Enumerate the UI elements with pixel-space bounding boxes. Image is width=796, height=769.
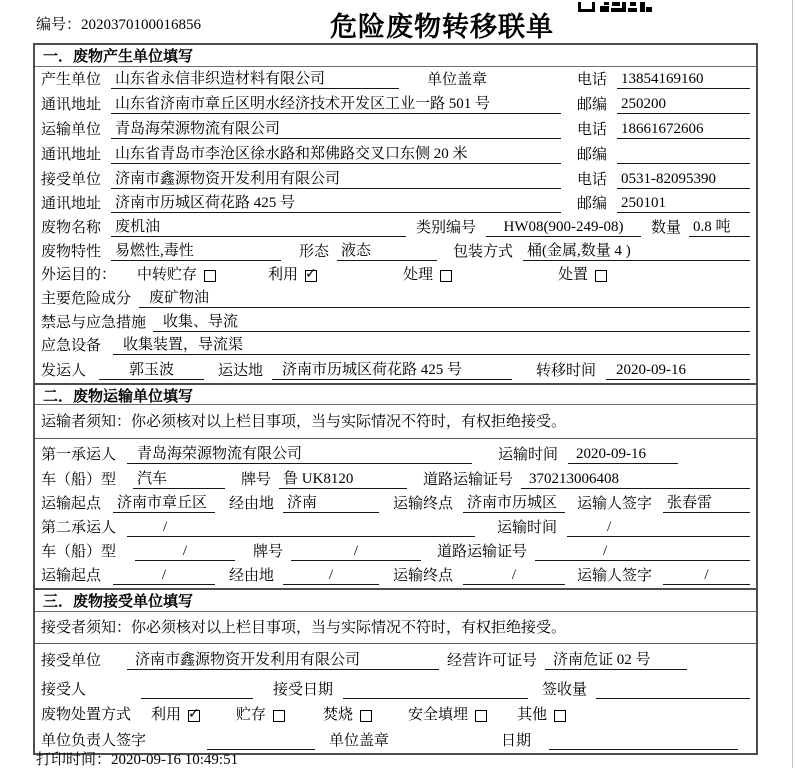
packaging-field: 桶(金属,数量 4 ) [523,242,750,261]
amount-field [596,698,750,699]
packaging-label: 包装方式 [453,244,514,260]
qr-code-fragment [578,0,652,17]
via1-field: 济南 [283,494,379,513]
producer-label: 产生单位 [41,72,102,88]
quantity-field: 0.8 吨 [689,218,750,237]
accept-unit-label: 接受单位 [41,653,102,669]
end1-label: 运输终点 [393,496,454,512]
disposal-option-utilize: 利用 ✓ [151,706,200,724]
purpose-option-utilize: 利用 ✓ [268,266,317,284]
receiver-zip-field: 250101 [617,194,750,213]
destination-label: 运达地 [218,363,264,379]
date-field [549,749,738,750]
plate1-field: 鲁 UK8120 [279,470,407,489]
plate1-label: 牌号 [241,472,272,488]
destination-field: 济南市历城区荷花路 425 号 [272,361,512,380]
producer-row [35,67,756,92]
disposal-incinerate-checkbox [360,710,372,722]
transporter-phone-field: 18661672606 [617,120,750,139]
amount-label: 签收量 [542,682,588,698]
unit-seal-label: 单位盖章 [427,72,488,88]
producer-address-field: 山东省济南市章丘区明水经济技术开发区工业一路 501 号 [111,95,561,114]
origin2-field: / [113,566,215,585]
producer-field: 山东省永信非织造材料有限公司 [111,70,399,89]
category-label: 类别编号 [416,220,477,236]
sign2-label: 运输人签字 [577,568,653,584]
via1-label: 经由地 [229,496,275,512]
via2-label: 经由地 [229,568,275,584]
serial-value: 2020370100016856 [81,17,202,33]
disposal-landfill-checkbox [475,710,487,722]
accept-date-label: 接受日期 [273,682,334,698]
end2-field: / [463,566,565,585]
sign2-field: / [663,566,750,585]
transporter-row [35,117,756,142]
producer-zip-field: 250200 [617,95,750,114]
shipper-row [35,358,756,383]
accept-unit-row [35,644,756,673]
hazard-label: 主要危险成分 [41,291,132,307]
disposal-option-landfill: 安全填埋 [408,706,487,724]
unit-seal2-label: 单位盖章 [329,733,390,749]
license1-label: 道路运输证号 [423,472,514,488]
document-page-edge [792,0,793,768]
dispose-checkbox [595,270,607,282]
plate2-label: 牌号 [253,544,284,560]
section3-header: 三．废物接受单位填写 [35,588,756,612]
producer-address-row [35,92,756,117]
equipment-row [35,335,756,358]
accept-date-field [343,698,528,699]
transfer-time-field: 2020-09-16 [606,361,750,380]
producer-address-label: 通讯地址 [41,97,102,113]
waste-name-field: 废机油 [111,218,406,237]
receiver-row [35,167,756,192]
waste-name-row [35,216,756,240]
disposal-store-checkbox [273,710,285,722]
section2-header: 二．废物运输单位填写 [35,383,756,405]
transport-time1-label: 运输时间 [498,447,559,463]
serial-label: 编号： [36,17,82,33]
precaution-label: 禁忌与应急措施 [41,315,147,331]
treat-checkbox [440,270,452,282]
route1-row [35,492,756,516]
serial-number [36,13,201,34]
transport-time1-field: 2020-09-16 [568,445,678,464]
carrier2-field: / [127,518,475,537]
route2-row [35,564,756,588]
section1-header: 一．废物产生单位填写 [35,45,756,67]
utilize-checkbox [305,270,317,282]
receiver-notice: 接受者须知：你必须核对以上栏目事项，当与实际情况不符时，有权拒绝接受。 [35,612,756,644]
transporter-address-field: 山东省青岛市李沧区徐水路和郑佛路交叉口东侧 20 米 [111,145,561,164]
transporter-zip-field [617,163,750,164]
characteristics-field: 易燃性,毒性 [111,242,281,261]
carrier2-label: 第二承运人 [41,520,117,536]
receiver-phone-field: 0531-82095390 [617,170,750,189]
disposal-label: 废物处置方式 [41,707,132,723]
vehicle1-row [35,467,756,492]
shipper-field: 郭玉波 [99,361,204,380]
vehicle2-field: / [135,542,235,561]
receiver-address-field: 济南市历城区荷花路 425 号 [111,194,561,213]
form-label: 形态 [299,244,330,260]
category-field: HW08(900-249-08) [486,218,641,237]
license1-field: 370213006408 [521,470,750,489]
origin1-label: 运输起点 [41,496,102,512]
transfer-storage-checkbox [204,270,216,282]
hazard-field: 废矿物油 [139,289,750,308]
producer-zip-label: 邮编 [577,97,608,113]
carrier2-row [35,516,756,540]
vehicle2-row [35,540,756,564]
equipment-label: 应急设备 [41,338,102,354]
equipment-field: 收集装置，导流渠 [113,336,750,355]
purpose-option-treat: 处理 [403,266,452,284]
receiver-phone-label: 电话 [577,172,608,188]
transporter-notice: 运输者须知：你必须核对以上栏目事项，当与实际情况不符时，有权拒绝接受。 [35,405,756,439]
disposal-utilize-checkbox [188,710,200,722]
receiver-address-label: 通讯地址 [41,196,102,212]
carrier1-field: 青岛海荣源物流有限公司 [127,445,472,464]
sign1-label: 运输人签字 [577,496,653,512]
page-title: 危险废物转移联单 [330,12,554,42]
permit-field: 济南危证 02 号 [545,651,687,670]
end1-field: 济南市历城区 [463,494,565,513]
carrier1-row [35,439,756,467]
transporter-address-label: 通讯地址 [41,147,102,163]
license2-label: 道路运输证号 [437,544,528,560]
characteristics-label: 废物特性 [41,244,102,260]
producer-phone-label: 电话 [577,72,608,88]
license2-field: / [535,542,750,561]
form-field: 液态 [337,242,437,261]
plate2-field: / [291,542,421,561]
purpose-option-transfer-storage: 中转贮存 [137,266,216,284]
shipper-label: 发运人 [41,363,87,379]
transport-time2-label: 运输时间 [497,520,558,536]
manager-sign-label: 单位负责人签字 [41,733,147,749]
disposal-option-incinerate: 焚烧 [323,706,372,724]
print-time-value: 2020-09-16 10:49:51 [111,752,239,768]
receiver-address-row [35,192,756,216]
hazard-row [35,287,756,311]
purpose-label: 外运目的： [41,267,117,283]
receiver-field: 济南市鑫源物资开发利用有限公司 [111,170,561,189]
transporter-zip-label: 邮编 [577,147,608,163]
waste-name-label: 废物名称 [41,220,102,236]
acceptor-field [141,698,253,699]
via2-field: / [283,566,379,585]
precaution-row [35,311,756,335]
transport-time2-field: / [567,518,750,537]
purpose-row [35,264,756,287]
origin2-label: 运输起点 [41,568,102,584]
origin1-field: 济南市章丘区 [113,494,215,513]
date-label: 日期 [501,733,532,749]
transfer-time-label: 转移时间 [536,363,597,379]
end2-label: 运输终点 [393,568,454,584]
quantity-label: 数量 [651,220,682,236]
carrier1-label: 第一承运人 [41,447,117,463]
purpose-option-dispose: 处置 [558,266,607,284]
vehicle1-field: 汽车 [133,470,225,489]
transporter-label: 运输单位 [41,122,102,138]
manifest-table [33,43,758,755]
disposal-option-store: 贮存 [236,706,285,724]
print-time-label: 打印时间： [36,752,112,768]
transporter-field: 青岛海荣源物流有限公司 [111,120,561,139]
permit-label: 经营许可证号 [447,653,538,669]
receiver-zip-label: 邮编 [577,196,608,212]
print-time [36,748,238,769]
transporter-phone-label: 电话 [577,122,608,138]
accept-unit-field: 济南市鑫源物资开发利用有限公司 [127,651,439,670]
acceptor-label: 接受人 [41,682,87,698]
transporter-address-row [35,142,756,167]
sign1-field: 张春雷 [663,494,750,513]
disposal-option-other: 其他 [517,706,566,724]
disposal-other-checkbox [554,710,566,722]
precaution-field: 收集、导流 [153,313,750,332]
producer-phone-field: 13854169160 [617,70,750,89]
acceptor-row [35,673,756,702]
vehicle2-label: 车（船）型 [41,544,117,560]
receiver-label: 接受单位 [41,172,102,188]
vehicle1-label: 车（船）型 [41,472,117,488]
characteristics-row [35,240,756,264]
disposal-row [35,702,756,727]
